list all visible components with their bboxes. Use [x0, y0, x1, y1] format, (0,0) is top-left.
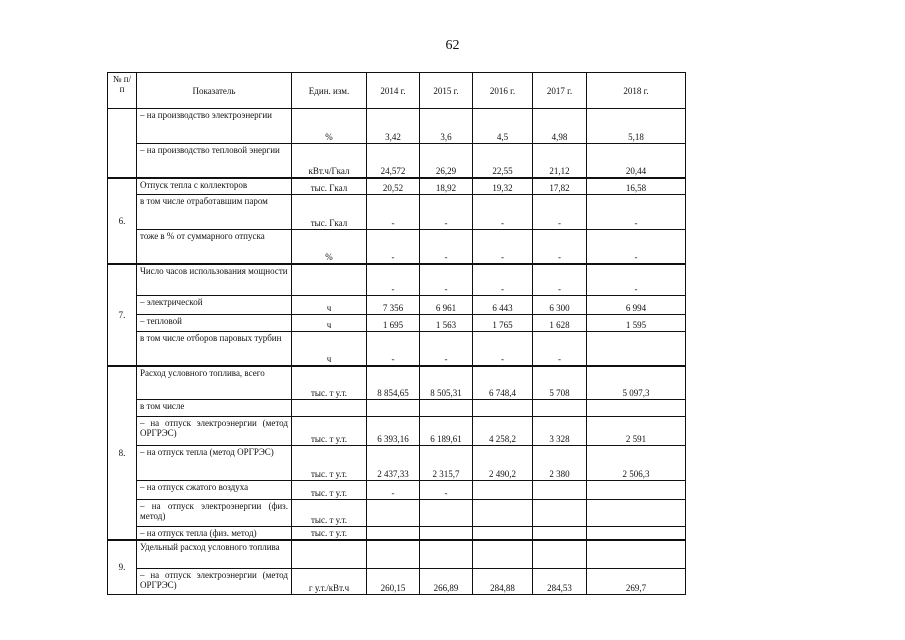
cell-2014 — [367, 400, 420, 417]
table-row — [108, 315, 686, 332]
row-indicator: Расход условного топлива, всего — [137, 366, 292, 400]
cell-2018: 5,18 — [587, 109, 686, 144]
row-unit: тыс. т у.т. — [292, 366, 367, 400]
col-header-year: 2015 г. — [420, 73, 473, 109]
cell-2018: - — [587, 230, 686, 264]
cell-2018 — [587, 481, 686, 500]
row-unit: тыс. т у.т. — [292, 527, 367, 541]
table-row — [108, 568, 686, 594]
row-indicator: – на производство тепловой энергии — [137, 144, 292, 178]
cell-2016: 284,88 — [473, 568, 533, 594]
cell-2017: 284,53 — [533, 568, 587, 594]
row-unit — [292, 264, 367, 296]
cell-2018: 5 097,3 — [587, 366, 686, 400]
cell-2015: - — [420, 264, 473, 296]
cell-2016: - — [473, 230, 533, 264]
table-row — [108, 366, 686, 400]
row-unit: кВт.ч/Гкал — [292, 144, 367, 178]
cell-2018 — [587, 540, 686, 568]
cell-2015: 1 563 — [420, 315, 473, 332]
cell-2016 — [473, 527, 533, 541]
cell-2017: - — [533, 264, 587, 296]
row-unit: г у.т./кВт.ч — [292, 568, 367, 594]
cell-2018 — [587, 500, 686, 527]
cell-2017: 4,98 — [533, 109, 587, 144]
cell-2014: 8 854,65 — [367, 366, 420, 400]
table-row — [108, 481, 686, 500]
row-indicator: Удельный расход условного топлива — [137, 540, 292, 568]
cell-2015: - — [420, 195, 473, 230]
row-indicator: – тепловой — [137, 315, 292, 332]
cell-2015: 6 189,61 — [420, 417, 473, 446]
row-indicator: – на отпуск электроэнергии (метод ОРГРЭС) — [137, 568, 292, 594]
cell-2018: 1 595 — [587, 315, 686, 332]
cell-2014: 24,572 — [367, 144, 420, 178]
cell-2018 — [587, 400, 686, 417]
cell-2016: 1 765 — [473, 315, 533, 332]
row-indicator: – на отпуск электроэнергии (метод ОРГРЭС) — [137, 417, 292, 446]
cell-2014: - — [367, 332, 420, 366]
row-indicator: в том числе отработавшим паром — [137, 195, 292, 230]
cell-2018: 16,58 — [587, 178, 686, 195]
cell-2014: - — [367, 481, 420, 500]
cell-2015 — [420, 500, 473, 527]
cell-2017 — [533, 400, 587, 417]
table-row — [108, 527, 686, 541]
cell-2016 — [473, 481, 533, 500]
cell-2018 — [587, 332, 686, 366]
cell-2017 — [533, 500, 587, 527]
row-indicator: в том числе отборов паровых турбин — [137, 332, 292, 366]
cell-2018: 269,7 — [587, 568, 686, 594]
table-row — [108, 500, 686, 527]
row-unit: ч — [292, 296, 367, 315]
cell-2014 — [367, 500, 420, 527]
cell-2017: - — [533, 332, 587, 366]
row-indicator: – на отпуск тепла (физ. метод) — [137, 527, 292, 541]
cell-2014: 20,52 — [367, 178, 420, 195]
cell-2018: - — [587, 264, 686, 296]
cell-2017: - — [533, 230, 587, 264]
cell-2018: - — [587, 195, 686, 230]
cell-2016: - — [473, 332, 533, 366]
cell-2016 — [473, 400, 533, 417]
cell-2016: 22,55 — [473, 144, 533, 178]
row-number — [108, 109, 137, 178]
cell-2016: 2 490,2 — [473, 446, 533, 481]
col-header-year: 2018 г. — [587, 73, 686, 109]
row-unit — [292, 540, 367, 568]
cell-2014: 3,42 — [367, 109, 420, 144]
cell-2015 — [420, 540, 473, 568]
cell-2014 — [367, 527, 420, 541]
cell-2016: 6 748,4 — [473, 366, 533, 400]
table-row — [108, 417, 686, 446]
cell-2015: 266,89 — [420, 568, 473, 594]
cell-2017: 3 328 — [533, 417, 587, 446]
cell-2017: 6 300 — [533, 296, 587, 315]
cell-2015 — [420, 400, 473, 417]
cell-2015: - — [420, 481, 473, 500]
cell-2017: 2 380 — [533, 446, 587, 481]
cell-2014: 1 695 — [367, 315, 420, 332]
cell-2017: 1 628 — [533, 315, 587, 332]
table-row — [108, 195, 686, 230]
row-number: 7. — [108, 264, 137, 366]
row-unit: % — [292, 109, 367, 144]
row-indicator: – на отпуск сжатого воздуха — [137, 481, 292, 500]
row-unit: тыс. т у.т. — [292, 417, 367, 446]
row-indicator: тоже в % от суммарного отпуска — [137, 230, 292, 264]
cell-2015: - — [420, 332, 473, 366]
cell-2016: - — [473, 264, 533, 296]
cell-2016: - — [473, 195, 533, 230]
row-indicator: Отпуск тепла с коллекторов — [137, 178, 292, 195]
cell-2015: - — [420, 230, 473, 264]
cell-2018: 6 994 — [587, 296, 686, 315]
cell-2016 — [473, 500, 533, 527]
cell-2015: 6 961 — [420, 296, 473, 315]
row-unit: тыс. Гкал — [292, 195, 367, 230]
col-header-year: 2016 г. — [473, 73, 533, 109]
cell-2017 — [533, 540, 587, 568]
row-indicator: в том числе — [137, 400, 292, 417]
row-unit: тыс. т у.т. — [292, 481, 367, 500]
row-unit: ч — [292, 315, 367, 332]
cell-2014: 2 437,33 — [367, 446, 420, 481]
cell-2016 — [473, 540, 533, 568]
col-header-num: № п/п — [108, 73, 137, 109]
row-unit: ч — [292, 332, 367, 366]
col-header-unit: Един. изм. — [292, 73, 367, 109]
cell-2016: 6 443 — [473, 296, 533, 315]
cell-2017: 5 708 — [533, 366, 587, 400]
cell-2014: 260,15 — [367, 568, 420, 594]
table-row — [108, 109, 686, 144]
report-table — [107, 72, 686, 595]
row-number: 6. — [108, 178, 137, 264]
cell-2017 — [533, 527, 587, 541]
cell-2015: 2 315,7 — [420, 446, 473, 481]
row-indicator: – на отпуск электроэнергии (физ. метод) — [137, 500, 292, 527]
cell-2016: 4 258,2 — [473, 417, 533, 446]
table-row — [108, 332, 686, 366]
cell-2014: - — [367, 230, 420, 264]
cell-2018 — [587, 527, 686, 541]
table-row — [108, 144, 686, 178]
cell-2014: 6 393,16 — [367, 417, 420, 446]
table-row — [108, 230, 686, 264]
cell-2017: 17,82 — [533, 178, 587, 195]
cell-2015: 26,29 — [420, 144, 473, 178]
cell-2015: 8 505,31 — [420, 366, 473, 400]
row-unit: тыс. т у.т. — [292, 446, 367, 481]
table-header-row — [108, 73, 686, 109]
table-row — [108, 178, 686, 195]
cell-2015: 3,6 — [420, 109, 473, 144]
cell-2018: 2 506,3 — [587, 446, 686, 481]
col-header-indicator: Показатель — [137, 73, 292, 109]
cell-2018: 2 591 — [587, 417, 686, 446]
cell-2014: - — [367, 264, 420, 296]
table-row — [108, 400, 686, 417]
cell-2014 — [367, 540, 420, 568]
cell-2016: 19,32 — [473, 178, 533, 195]
table-row — [108, 264, 686, 296]
cell-2015 — [420, 527, 473, 541]
cell-2016: 4,5 — [473, 109, 533, 144]
row-unit: % — [292, 230, 367, 264]
col-header-year: 2017 г. — [533, 73, 587, 109]
col-header-year: 2014 г. — [367, 73, 420, 109]
cell-2017: 21,12 — [533, 144, 587, 178]
cell-2015: 18,92 — [420, 178, 473, 195]
cell-2018: 20,44 — [587, 144, 686, 178]
row-unit: тыс. т у.т. — [292, 500, 367, 527]
row-unit: тыс. Гкал — [292, 178, 367, 195]
cell-2017 — [533, 481, 587, 500]
cell-2017: - — [533, 195, 587, 230]
table-row — [108, 540, 686, 568]
row-number: 9. — [108, 540, 137, 594]
row-indicator: – на производство электроэнергии — [137, 109, 292, 144]
row-indicator: Число часов использования мощности — [137, 264, 292, 296]
table-row — [108, 296, 686, 315]
page-number: 62 — [445, 38, 460, 53]
row-unit — [292, 400, 367, 417]
cell-2014: - — [367, 195, 420, 230]
table-row — [108, 446, 686, 481]
row-indicator: – на отпуск тепла (метод ОРГРЭС) — [137, 446, 292, 481]
row-indicator: – электрической — [137, 296, 292, 315]
cell-2014: 7 356 — [367, 296, 420, 315]
row-number: 8. — [108, 366, 137, 541]
